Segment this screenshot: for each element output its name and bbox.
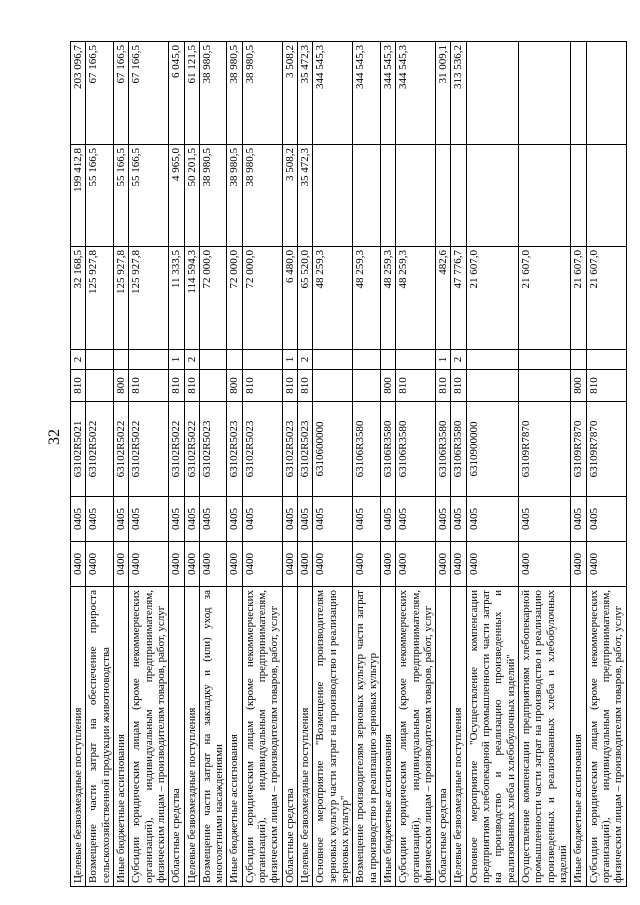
funding-source-cell: 1 xyxy=(436,350,451,370)
section-code-cell: 0400 xyxy=(519,542,571,587)
subsection-code-cell: 0405 xyxy=(396,497,436,542)
expense-type-cell: 800 xyxy=(380,370,395,402)
funding-source-cell xyxy=(380,350,395,370)
table-row xyxy=(451,42,466,887)
amount-3-cell: 344 545,3 xyxy=(380,42,395,145)
section-code-cell: 0400 xyxy=(571,542,586,587)
expense-type-cell: 810 xyxy=(298,370,313,402)
funding-source-cell xyxy=(396,350,436,370)
funding-source-cell xyxy=(353,350,381,370)
section-code-cell: 0400 xyxy=(586,542,626,587)
table-row xyxy=(519,42,571,887)
amount-3-cell: 3 508,2 xyxy=(282,42,297,145)
section-code-cell: 0400 xyxy=(436,542,451,587)
amount-1-cell: 47 776,7 xyxy=(451,247,466,350)
row-name-cell: Основное мероприятие "Возмещение производителям зерновых культур части затрат на производство и реализацию зерновых культур" xyxy=(313,587,353,887)
target-article-cell: 63106R3580 xyxy=(396,402,436,497)
expense-type-cell: 810 xyxy=(129,370,169,402)
amount-2-cell: 55 166,5 xyxy=(129,145,169,247)
subsection-code-cell: 0405 xyxy=(86,497,114,542)
amount-3-cell: 38 980,5 xyxy=(242,42,282,145)
funding-source-cell xyxy=(242,350,282,370)
amount-2-cell xyxy=(466,145,518,247)
row-name-cell: Субсидии юридическим лицам (кроме некоммерческих организаций), индивидуальным предпринимателям, физическим лицам – производителям товаров, работ, услуг xyxy=(242,587,282,887)
amount-2-cell xyxy=(519,145,571,247)
row-name-cell: Субсидии юридическим лицам (кроме некоммерческих организаций), индивидуальным предпринимателям, физическим лицам – производителям товаров, работ, услуг xyxy=(129,587,169,887)
funding-source-cell xyxy=(113,350,128,370)
table-row xyxy=(71,42,86,887)
subsection-code-cell: 0405 xyxy=(466,497,518,542)
amount-2-cell: 3 508,2 xyxy=(282,145,297,247)
table-row xyxy=(199,42,227,887)
subsection-code-cell: 0405 xyxy=(571,497,586,542)
row-name-cell: Иные бюджетные ассигнования xyxy=(380,587,395,887)
amount-2-cell xyxy=(436,145,451,247)
expense-type-cell: 810 xyxy=(184,370,199,402)
amount-2-cell xyxy=(396,145,436,247)
expense-type-cell: 800 xyxy=(571,370,586,402)
funding-source-cell xyxy=(466,350,518,370)
section-code-cell: 0400 xyxy=(396,542,436,587)
expense-type-cell xyxy=(86,370,114,402)
funding-source-cell xyxy=(313,350,353,370)
target-article-cell: 63102R5023 xyxy=(298,402,313,497)
funding-source-cell xyxy=(586,350,626,370)
section-code-cell: 0400 xyxy=(169,542,184,587)
target-article-cell: 63102R5022 xyxy=(184,402,199,497)
funding-source-cell: 1 xyxy=(169,350,184,370)
row-name-cell: Иные бюджетные ассигнования xyxy=(571,587,586,887)
target-article-cell: 6310600000 xyxy=(313,402,353,497)
row-name-cell: Осуществление компенсации предприятиям хлебопекарной промышленности части затрат на производство и реализацию произведенных и реализованных хлеба и хлебобулочных изделий xyxy=(519,587,571,887)
table-body xyxy=(71,42,627,887)
amount-2-cell: 4 965,0 xyxy=(169,145,184,247)
subsection-code-cell: 0405 xyxy=(380,497,395,542)
funding-source-cell: 2 xyxy=(298,350,313,370)
amount-2-cell: 38 980,5 xyxy=(242,145,282,247)
target-article-cell: 63102R5023 xyxy=(199,402,227,497)
funding-source-cell: 2 xyxy=(184,350,199,370)
amount-3-cell: 61 121,5 xyxy=(184,42,199,145)
row-name-cell: Областные средства xyxy=(436,587,451,887)
amount-3-cell: 203 096,7 xyxy=(71,42,86,145)
section-code-cell: 0400 xyxy=(71,542,86,587)
funding-source-cell: 2 xyxy=(71,350,86,370)
target-article-cell: 63102R5023 xyxy=(242,402,282,497)
table-row xyxy=(396,42,436,887)
amount-2-cell xyxy=(586,145,626,247)
amount-1-cell: 32 168,5 xyxy=(71,247,86,350)
amount-3-cell: 67 166,5 xyxy=(113,42,128,145)
amount-2-cell: 38 980,5 xyxy=(227,145,242,247)
table-row xyxy=(586,42,626,887)
expense-type-cell xyxy=(519,370,571,402)
budget-table xyxy=(70,41,627,887)
row-name-cell: Целевые безвозмездные поступления xyxy=(451,587,466,887)
row-name-cell: Целевые безвозмездные поступления xyxy=(184,587,199,887)
row-name-cell: Возмещение части затрат на обеспечение прироста сельскохозяйственной продукции животноводства xyxy=(86,587,114,887)
target-article-cell: 63102R5023 xyxy=(227,402,242,497)
subsection-code-cell: 0405 xyxy=(129,497,169,542)
section-code-cell: 0400 xyxy=(466,542,518,587)
table-container xyxy=(70,42,627,887)
expense-type-cell: 800 xyxy=(227,370,242,402)
section-code-cell: 0400 xyxy=(113,542,128,587)
subsection-code-cell: 0405 xyxy=(298,497,313,542)
table-row xyxy=(353,42,381,887)
subsection-code-cell: 0405 xyxy=(113,497,128,542)
amount-3-cell xyxy=(571,42,586,145)
expense-type-cell: 810 xyxy=(436,370,451,402)
table-row xyxy=(129,42,169,887)
amount-2-cell: 199 412,8 xyxy=(71,145,86,247)
amount-1-cell: 21 607,0 xyxy=(571,247,586,350)
section-code-cell: 0400 xyxy=(86,542,114,587)
amount-3-cell: 35 472,3 xyxy=(298,42,313,145)
amount-3-cell: 38 980,5 xyxy=(199,42,227,145)
table-row xyxy=(169,42,184,887)
subsection-code-cell: 0405 xyxy=(184,497,199,542)
amount-3-cell: 344 545,3 xyxy=(313,42,353,145)
amount-1-cell: 72 000,0 xyxy=(242,247,282,350)
amount-1-cell: 21 607,0 xyxy=(466,247,518,350)
target-article-cell: 63102R5023 xyxy=(282,402,297,497)
amount-2-cell xyxy=(451,145,466,247)
section-code-cell: 0400 xyxy=(298,542,313,587)
funding-source-cell xyxy=(571,350,586,370)
target-article-cell: 63102R5022 xyxy=(113,402,128,497)
amount-2-cell: 38 980,5 xyxy=(199,145,227,247)
amount-1-cell: 21 607,0 xyxy=(586,247,626,350)
expense-type-cell: 810 xyxy=(242,370,282,402)
target-article-cell: 63102R5022 xyxy=(129,402,169,497)
amount-1-cell: 6 480,0 xyxy=(282,247,297,350)
amount-1-cell: 72 000,0 xyxy=(227,247,242,350)
amount-1-cell: 72 000,0 xyxy=(199,247,227,350)
row-name-cell: Иные бюджетные ассигнования xyxy=(227,587,242,887)
target-article-cell: 63109R7870 xyxy=(519,402,571,497)
expense-type-cell xyxy=(313,370,353,402)
table-row xyxy=(184,42,199,887)
target-article-cell: 63109R7870 xyxy=(586,402,626,497)
amount-2-cell xyxy=(353,145,381,247)
amount-2-cell: 55 166,5 xyxy=(86,145,114,247)
table-row xyxy=(282,42,297,887)
section-code-cell: 0400 xyxy=(313,542,353,587)
table-row xyxy=(298,42,313,887)
subsection-code-cell: 0405 xyxy=(436,497,451,542)
expense-type-cell: 810 xyxy=(451,370,466,402)
subsection-code-cell: 0405 xyxy=(451,497,466,542)
target-article-cell: 63109R7870 xyxy=(571,402,586,497)
amount-3-cell: 38 980,5 xyxy=(227,42,242,145)
table-row xyxy=(571,42,586,887)
amount-3-cell: 6 045,0 xyxy=(169,42,184,145)
amount-3-cell: 67 166,5 xyxy=(86,42,114,145)
amount-1-cell: 482,6 xyxy=(436,247,451,350)
funding-source-cell xyxy=(199,350,227,370)
table-row xyxy=(380,42,395,887)
table-row xyxy=(466,42,518,887)
target-article-cell: 63106R3580 xyxy=(380,402,395,497)
amount-3-cell xyxy=(519,42,571,145)
table-row xyxy=(86,42,114,887)
subsection-code-cell: 0405 xyxy=(353,497,381,542)
row-name-cell: Целевые безвозмездные поступления xyxy=(298,587,313,887)
expense-type-cell: 810 xyxy=(586,370,626,402)
amount-1-cell: 114 594,3 xyxy=(184,247,199,350)
section-code-cell: 0400 xyxy=(227,542,242,587)
section-code-cell: 0400 xyxy=(380,542,395,587)
amount-2-cell: 35 472,3 xyxy=(298,145,313,247)
funding-source-cell: 2 xyxy=(451,350,466,370)
amount-3-cell: 31 009,1 xyxy=(436,42,451,145)
expense-type-cell: 810 xyxy=(169,370,184,402)
target-article-cell: 6310900000 xyxy=(466,402,518,497)
row-name-cell: Возмещение производителям зерновых культур части затрат на производство и реализацию зерновых культур xyxy=(353,587,381,887)
target-article-cell: 63106R3580 xyxy=(353,402,381,497)
subsection-code-cell: 0405 xyxy=(313,497,353,542)
row-name-cell: Целевые безвозмездные поступления xyxy=(71,587,86,887)
expense-type-cell: 810 xyxy=(396,370,436,402)
amount-1-cell: 125 927,8 xyxy=(113,247,128,350)
table-row xyxy=(313,42,353,887)
amount-1-cell: 65 520,0 xyxy=(298,247,313,350)
table-row xyxy=(227,42,242,887)
funding-source-cell xyxy=(86,350,114,370)
amount-2-cell xyxy=(313,145,353,247)
subsection-code-cell: 0405 xyxy=(199,497,227,542)
section-code-cell: 0400 xyxy=(184,542,199,587)
funding-source-cell xyxy=(129,350,169,370)
section-code-cell: 0400 xyxy=(199,542,227,587)
expense-type-cell xyxy=(353,370,381,402)
target-article-cell: 63102R5021 xyxy=(71,402,86,497)
section-code-cell: 0400 xyxy=(353,542,381,587)
subsection-code-cell: 0405 xyxy=(519,497,571,542)
amount-3-cell: 344 545,3 xyxy=(353,42,381,145)
expense-type-cell xyxy=(466,370,518,402)
amount-2-cell: 50 201,5 xyxy=(184,145,199,247)
section-code-cell: 0400 xyxy=(451,542,466,587)
subsection-code-cell: 0405 xyxy=(586,497,626,542)
row-name-cell: Субсидии юридическим лицам (кроме некоммерческих организаций), индивидуальным предпринимателям, физическим лицам – производителям товаров, работ, услуг xyxy=(396,587,436,887)
table-row xyxy=(436,42,451,887)
amount-1-cell: 125 927,8 xyxy=(129,247,169,350)
amount-1-cell: 21 607,0 xyxy=(519,247,571,350)
row-name-cell: Основное мероприятие "Осуществление компенсации предприятиям хлебопекарной промышленности части затрат на производство и реализацию произведенных и реализованных хлеба и хлебобулочных изделий" xyxy=(466,587,518,887)
row-name-cell: Областные средства xyxy=(169,587,184,887)
subsection-code-cell: 0405 xyxy=(227,497,242,542)
funding-source-cell xyxy=(519,350,571,370)
row-name-cell: Областные средства xyxy=(282,587,297,887)
section-code-cell: 0400 xyxy=(282,542,297,587)
target-article-cell: 63102R5022 xyxy=(169,402,184,497)
amount-1-cell: 11 333,5 xyxy=(169,247,184,350)
subsection-code-cell: 0405 xyxy=(282,497,297,542)
section-code-cell: 0400 xyxy=(242,542,282,587)
expense-type-cell: 810 xyxy=(71,370,86,402)
row-name-cell: Возмещение части затрат на закладку и (или) уход за многолетними насаждениями xyxy=(199,587,227,887)
amount-3-cell: 313 536,2 xyxy=(451,42,466,145)
amount-3-cell: 67 166,5 xyxy=(129,42,169,145)
funding-source-cell: 1 xyxy=(282,350,297,370)
amount-3-cell xyxy=(586,42,626,145)
row-name-cell: Субсидии юридическим лицам (кроме некоммерческих организаций), индивидуальным предпринимателям, физическим лицам – производителям товаров, работ, услуг xyxy=(586,587,626,887)
target-article-cell: 63106R3580 xyxy=(436,402,451,497)
subsection-code-cell: 0405 xyxy=(169,497,184,542)
table-row xyxy=(113,42,128,887)
subsection-code-cell: 0405 xyxy=(242,497,282,542)
amount-1-cell: 48 259,3 xyxy=(396,247,436,350)
amount-2-cell xyxy=(380,145,395,247)
expense-type-cell xyxy=(199,370,227,402)
page-number: 32 xyxy=(46,429,63,445)
amount-1-cell: 48 259,3 xyxy=(353,247,381,350)
expense-type-cell: 800 xyxy=(113,370,128,402)
target-article-cell: 63102R5022 xyxy=(86,402,114,497)
expense-type-cell: 810 xyxy=(282,370,297,402)
amount-3-cell xyxy=(466,42,518,145)
row-name-cell: Иные бюджетные ассигнования xyxy=(113,587,128,887)
amount-3-cell: 344 545,3 xyxy=(396,42,436,145)
amount-2-cell xyxy=(571,145,586,247)
funding-source-cell xyxy=(227,350,242,370)
amount-2-cell: 55 166,5 xyxy=(113,145,128,247)
target-article-cell: 63106R3580 xyxy=(451,402,466,497)
amount-1-cell: 125 927,8 xyxy=(86,247,114,350)
subsection-code-cell: 0405 xyxy=(71,497,86,542)
amount-1-cell: 48 259,3 xyxy=(313,247,353,350)
section-code-cell: 0400 xyxy=(129,542,169,587)
amount-1-cell: 48 259,3 xyxy=(380,247,395,350)
table-row xyxy=(242,42,282,887)
